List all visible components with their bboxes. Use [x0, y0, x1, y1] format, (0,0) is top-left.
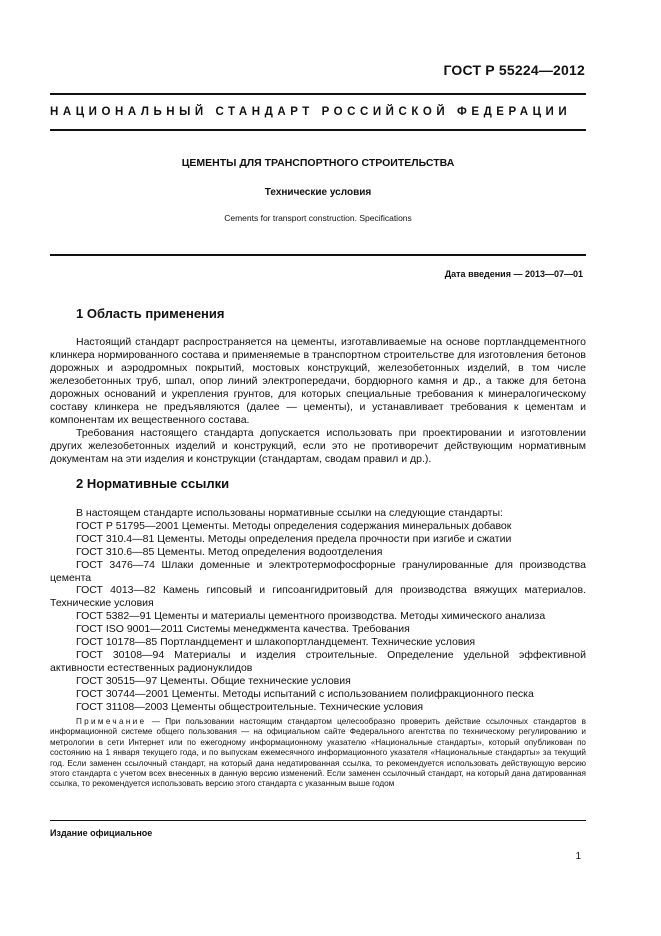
- normative-references: [50, 507, 586, 714]
- english-title: Cements for transport construction. Specifications: [224, 213, 412, 223]
- reference-item: ГОСТ 310.6—85 Цементы. Метод определения водоотделения: [76, 545, 383, 558]
- section-1-paragraph: Настоящий стандарт распространяется на цементы, изготавливаемые на основе портландцементного клинкера нормированного состава и применяемые в транспортном строительстве для изготовления бетонов дорожных и аэродромных покрытий, мостовых конструкций, железобетонных изделий, в том числе железобетонных труб, шпал, опор линий электропередачи, бордюрного камня и др., а также для бетона дорожных оснований и укрепления грунтов, для которых специальные требования к минералогическому составу клинкера не предъявляются (далее — цементы), и устанавливает требования к цементам и компонентам их вещественного состава.: [50, 336, 586, 426]
- section-1-body: [50, 336, 586, 466]
- reference-item: ГОСТ 3476—74 Шлаки доменные и электротермофосфорные гранулированные для производства цемента: [50, 558, 586, 584]
- section-2-heading: 2 Нормативные ссылки: [76, 476, 230, 491]
- reference-item: ГОСТ 30108—94 Материалы и изделия строительные. Определение удельной эффективной активности естественных радионуклидов: [50, 648, 586, 674]
- section-1-heading: 1 Область применения: [76, 306, 225, 321]
- reference-item: ГОСТ 30515—97 Цементы. Общие технические условия: [76, 674, 351, 687]
- reference-item: ГОСТ 31108—2003 Цементы общестроительные. Технические условия: [76, 700, 424, 713]
- reference-item: ГОСТ 4013—82 Камень гипсовый и гипсоангидритовый для производства вяжущих материалов. Технические условия: [50, 584, 586, 610]
- references-intro: В настоящем стандарте использованы нормативные ссылки на следующие стандарты:: [76, 507, 503, 519]
- header-rule-top: [50, 93, 586, 95]
- reference-item: ГОСТ 5382—91 Цементы и материалы цементного производства. Методы химического анализа: [76, 610, 546, 623]
- section-1-paragraph: Требования настоящего стандарта допускается использовать при проектировании и изготовлении других железобетонных изделий и конструкций, если это не противоречит действующим нормативным документам на эти изделия и конструкции (стандартам, сводам правил и др.).: [50, 426, 586, 465]
- document-title: ЦЕМЕНТЫ ДЛЯ ТРАНСПОРТНОГО СТРОИТЕЛЬСТВА: [181, 157, 455, 169]
- reference-item: ГОСТ Р 51795—2001 Цементы. Методы определения содержания минеральных добавок: [76, 519, 512, 532]
- national-standard-heading: НАЦИОНАЛЬНЫЙ СТАНДАРТ РОССИЙСКОЙ ФЕДЕРАЦИИ: [50, 106, 572, 118]
- official-edition-label: Издание официальное: [50, 828, 153, 838]
- title-rule: [50, 254, 586, 256]
- reference-item: ГОСТ 30744—2001 Цементы. Методы испытаний с использованием полифракционного песка: [76, 687, 534, 700]
- footer-rule: [50, 820, 586, 821]
- introduction-date: Дата введения — 2013—07—01: [444, 269, 583, 279]
- document-number: ГОСТ Р 55224—2012: [443, 62, 585, 78]
- reference-item: ГОСТ ISO 9001—2011 Системы менеджмента качества. Требования: [76, 623, 410, 636]
- references-note: [50, 717, 586, 790]
- document-subtitle: Технические условия: [264, 187, 372, 198]
- note-text: — При пользовании настоящим стандартом целесообразно проверить действие ссылочных стандартов в информационной системе общего пользования — на официальном сайте Федерального агентства по техническому регулированию и метрологии в сети Интернет или по ежегодному информационному указателю «Национальные стандарты», который опубликован по состоянию на 1 января текущего года, и по выпускам ежемесячного информационного указателя «Национальные стандарты» за текущий год. Если заменен ссылочный стандарт, на который дана недатированная ссылка, то рекомендуется использовать действующую версию этого стандарта с учетом всех внесенных в данную версию изменений. Если заменен ссылочный стандарт, на который дана датированная ссылка, то рекомендуется использовать версию этого стандарта с указанным выше годом: [50, 717, 586, 789]
- page-number: 1: [575, 851, 581, 862]
- reference-item: ГОСТ 10178—85 Портландцемент и шлакопортландцемент. Технические условия: [76, 636, 476, 649]
- note-label: Примечание: [76, 717, 147, 726]
- header-rule-bottom: [50, 129, 586, 131]
- reference-item: ГОСТ 310.4—81 Цементы. Методы определения предела прочности при изгибе и сжатии: [76, 532, 512, 545]
